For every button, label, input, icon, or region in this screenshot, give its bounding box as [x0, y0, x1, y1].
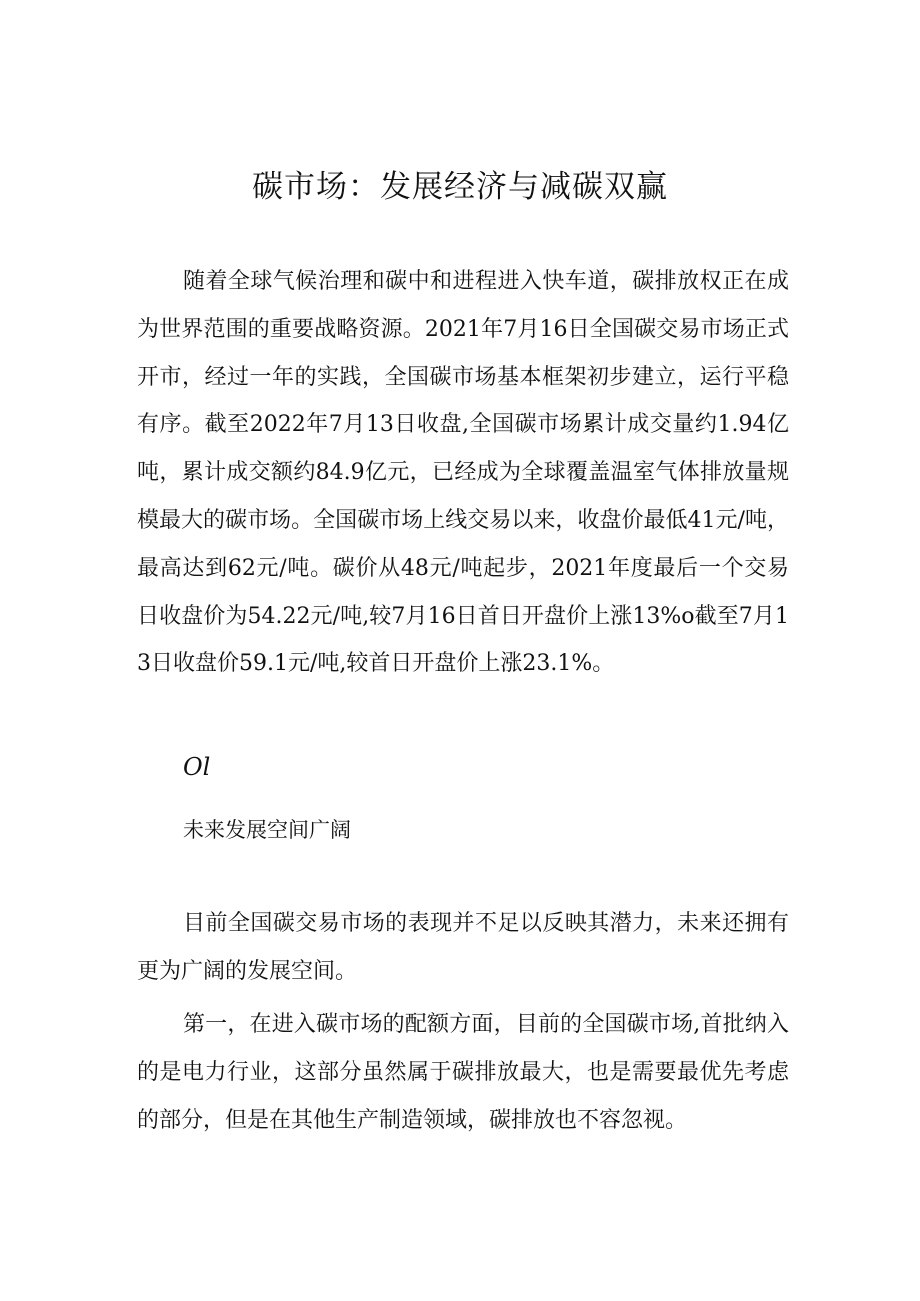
- paragraph-quota-coverage: 第一，在进入碳市场的配额方面，目前的全国碳市场,首批纳入的是电力行业，这部分虽然属于碳排放最大，也是需要最优先考虑的部分，但是在其他生产制造领域，碳排放也不容忽视。: [137, 1012, 789, 1133]
- section-heading: 未来发展空间广阔: [183, 818, 351, 842]
- document-title: 碳市场：发展经济与减碳双赢: [252, 169, 668, 205]
- paragraph-development-space: 目前全国碳交易市场的表现并不足以反映其潜力，未来还拥有更为广阔的发展空间。: [137, 911, 789, 984]
- paragraph-carbon-market-overview: 随着全球气候治理和碳中和进程进入快车道，碳排放权正在成为世界范围的重要战略资源。2021年7月16日全国碳交易市场正式开市，经过一年的实践，全国碳市场基本框架初步建立，运行平稳有序。截至2022年7月13日收盘,全国碳市场累计成交量约1.94亿吨，累计成交额约84.9亿元，已经成为全球覆盖温室气体排放量规模最大的碳市场。全国碳市场上线交易以来，收盘价最低41元/吨，最高达到62元/吨。碳价从48元/吨起步，2021年度最后一个交易日收盘价为54.22元/吨,较7月16日首日开盘价上涨13%o截至7月13日收盘价59.1元/吨,较首日开盘价上涨23.1%。: [137, 269, 789, 677]
- section-number-marker: Ol: [183, 753, 211, 781]
